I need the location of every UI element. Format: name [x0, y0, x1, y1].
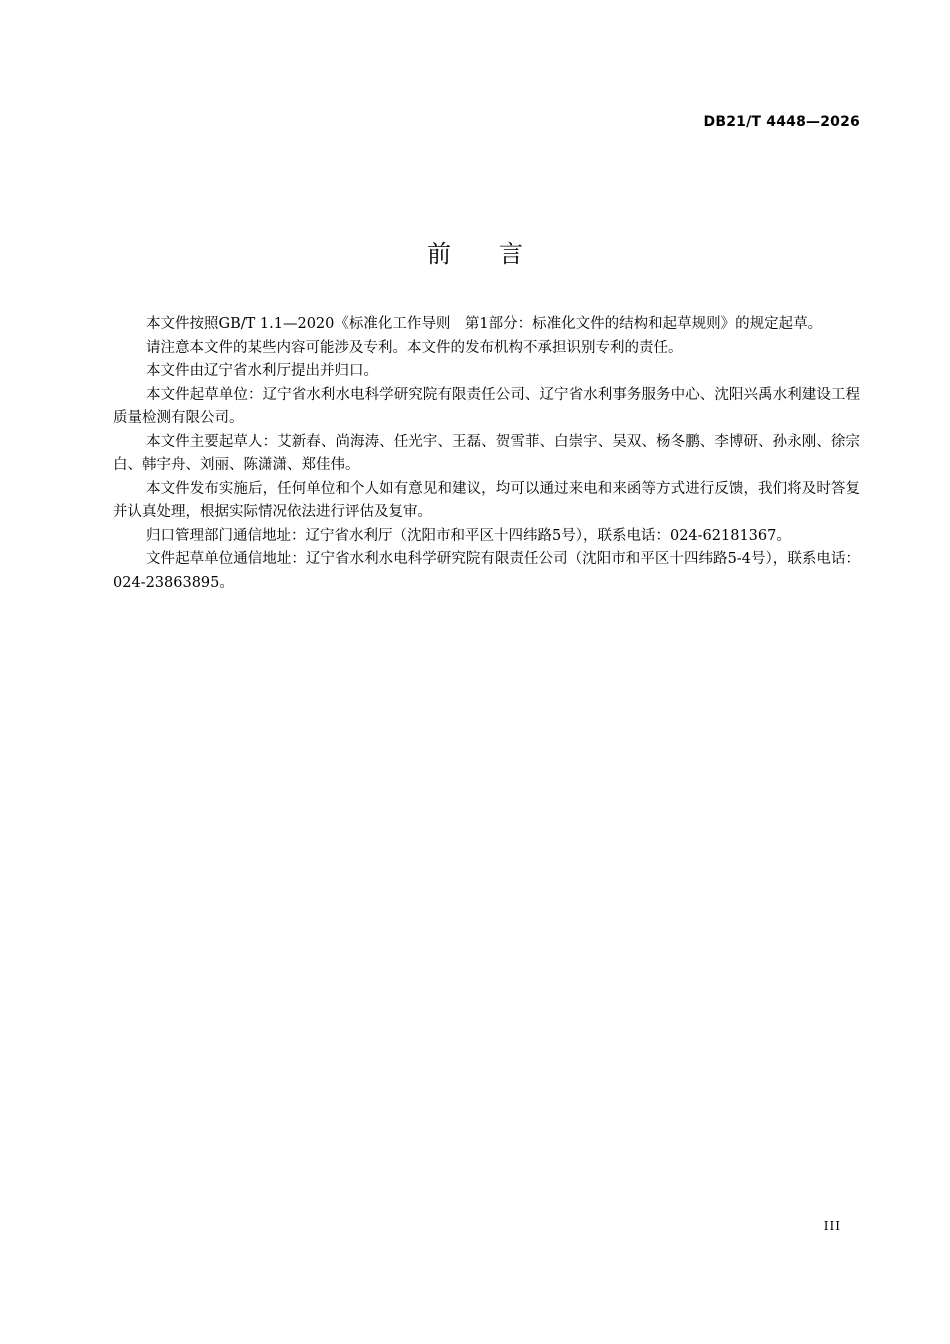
paragraph-feedback: 本文件发布实施后，任何单位和个人如有意见和建议，均可以通过来电和来函等方式进行反馈，我们将及时答复并认真处理，根据实际情况依法进行评估及复审。 [113, 480, 860, 520]
paragraph-drafting-units: 本文件起草单位：辽宁省水利水电科学研究院有限责任公司、辽宁省水利事务服务中心、沈阳兴禹水利建设工程质量检测有限公司。 [113, 386, 860, 426]
paragraph-management-address: 归口管理部门通信地址：辽宁省水利厅（沈阳市和平区十四纬路5号），联系电话：024-62181367。 [146, 527, 791, 544]
document-code: DB21/T 4448—2026 [703, 114, 860, 130]
page-number: III [823, 1219, 841, 1233]
paragraph-main-drafters: 本文件主要起草人：艾新春、尚海涛、任光宇、王磊、贺雪菲、白崇宇、吴双、杨冬鹏、李博研、孙永刚、徐宗白、韩宇舟、刘丽、陈潇潇、郑佳伟。 [113, 433, 860, 473]
page-title: 前 言 [427, 240, 523, 268]
paragraph-proposer: 本文件由辽宁省水利厅提出并归口。 [146, 363, 378, 379]
paragraph-patent-notice: 请注意本文件的某些内容可能涉及专利。本文件的发布机构不承担识别专利的责任。 [146, 339, 683, 356]
paragraph-drafting-rules: 本文件按照GB/T 1.1—2020《标准化工作导则 第1部分：标准化文件的结构和起草规则》的规定起草。 [146, 316, 823, 332]
paragraph-drafting-unit-address: 文件起草单位通信地址：辽宁省水利水电科学研究院有限责任公司（沈阳市和平区十四纬路5-4号），联系电话：024-23863895。 [113, 551, 860, 591]
foreword-body [113, 313, 860, 595]
